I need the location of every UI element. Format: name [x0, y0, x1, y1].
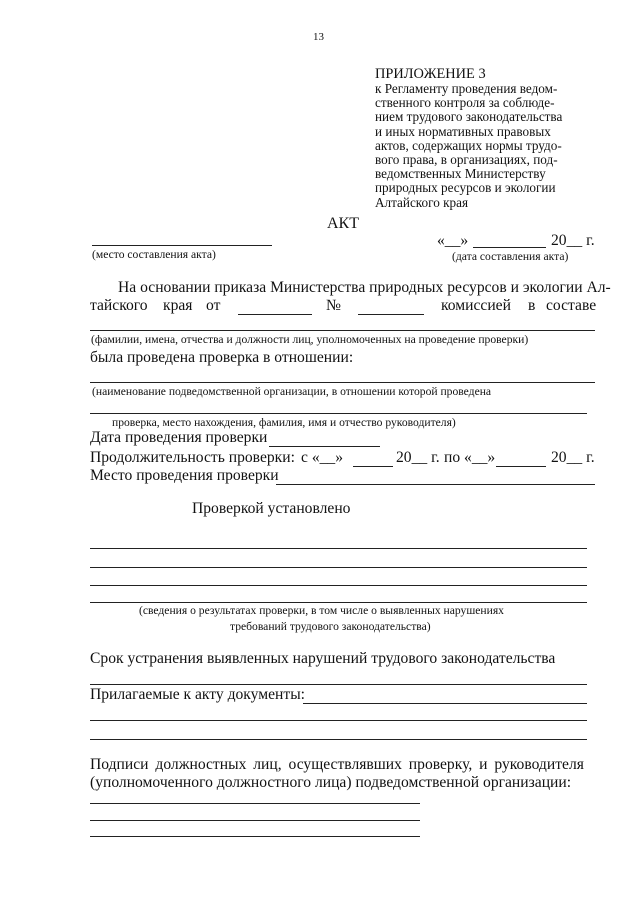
act-title: АКТ [327, 215, 359, 232]
appendix-line: ственного контроля за соблюде- [375, 95, 555, 111]
findings-caption-1: (сведения о результатах проверки, в том числе о выявленных нарушениях [139, 604, 504, 617]
date-caption: (дата составления акта) [452, 250, 569, 263]
signature-line[interactable] [90, 803, 420, 804]
place-caption: (место составления акта) [92, 248, 216, 261]
org-caption-2: проверка, место нахождения, фамилия, имя и отчество руководителя) [112, 416, 456, 429]
findings-line[interactable] [90, 567, 587, 568]
duration-from-line[interactable] [353, 466, 393, 467]
appendix-line: вого права, в организациях, под- [375, 152, 558, 168]
duration-year-1: 20__ г. [396, 449, 440, 466]
appendix-title: ПРИЛОЖЕНИЕ 3 [375, 66, 486, 82]
findings-line[interactable] [90, 602, 587, 603]
inspection-date-label: Дата проведения проверки [90, 429, 268, 446]
basis-word: комиссией [441, 297, 511, 314]
commission-caption: (фамилии, имена, отчества и должности лиц, уполномоченных на проведение проверки) [91, 333, 529, 346]
duration-year-2: 20__ г. [551, 449, 595, 466]
duration-to-line[interactable] [496, 466, 546, 467]
findings-caption-2: требований трудового законодательства) [230, 620, 431, 633]
appendix-line: актов, содержащих нормы трудо- [375, 137, 562, 153]
inspection-place-label: Место проведения проверки [90, 467, 279, 484]
date-quotes: «__» [437, 232, 469, 249]
appendix-line: ведомственных Министерству [375, 166, 546, 182]
basis-word: от [206, 297, 221, 314]
signatures-line-2: (уполномоченного должностного лица) подведомственной организации: [90, 774, 572, 791]
signatures-line-1: Подписи должностных лиц, осуществлявших проверку, и руководителя [90, 756, 584, 773]
signature-line[interactable] [90, 820, 420, 821]
findings-line[interactable] [90, 548, 587, 549]
basis-line-1: На основании приказа Министерства природных ресурсов и экологии Ал- [118, 279, 611, 296]
org-line-1[interactable] [90, 382, 595, 383]
org-caption-1: (наименование подведомственной организации, в отношении которой проведена [92, 385, 492, 398]
signature-line[interactable] [90, 836, 420, 837]
attachments-line[interactable] [90, 720, 587, 721]
duration-label: Продолжительность проверки: [90, 449, 295, 466]
attachments-line[interactable] [90, 739, 587, 740]
inspection-of-label: была проведена проверка в отношении: [90, 349, 354, 366]
attachments-line[interactable] [303, 703, 587, 704]
appendix-line: нием трудового законодательства [375, 109, 563, 125]
basis-word: тайского [90, 297, 148, 314]
appendix-block [375, 67, 562, 210]
appendix-line: к Регламенту проведения ведом- [375, 81, 558, 96]
deadline-line[interactable] [90, 684, 587, 685]
basis-word: в [528, 297, 536, 314]
attachments-label: Прилагаемые к акту документы: [90, 686, 306, 703]
commission-line[interactable] [90, 330, 595, 331]
org-line-2[interactable] [90, 413, 587, 414]
basis-word: № [326, 297, 341, 314]
date-month-line[interactable] [473, 247, 546, 248]
inspection-date-line[interactable] [269, 446, 380, 447]
order-number-line[interactable] [358, 314, 424, 315]
date-year: 20__ г. [551, 232, 595, 249]
inspection-place-line[interactable] [276, 484, 595, 485]
basis-word: края [163, 297, 193, 314]
findings-line[interactable] [90, 585, 587, 586]
findings-title: Проверкой установлено [192, 500, 351, 517]
appendix-line: Алтайского края [375, 194, 469, 210]
page-number: 13 [313, 31, 324, 43]
basis-word: составе [546, 297, 597, 314]
deadline-label: Срок устранения выявленных нарушений трудового законодательства [90, 650, 556, 667]
appendix-line: природных ресурсов и экологии [375, 180, 556, 196]
place-line[interactable] [92, 245, 272, 246]
order-date-line[interactable] [238, 314, 312, 315]
duration-to: по «__» [444, 449, 496, 466]
appendix-line: и иных нормативных правовых [375, 123, 551, 139]
duration-from: с «__» [301, 449, 344, 466]
